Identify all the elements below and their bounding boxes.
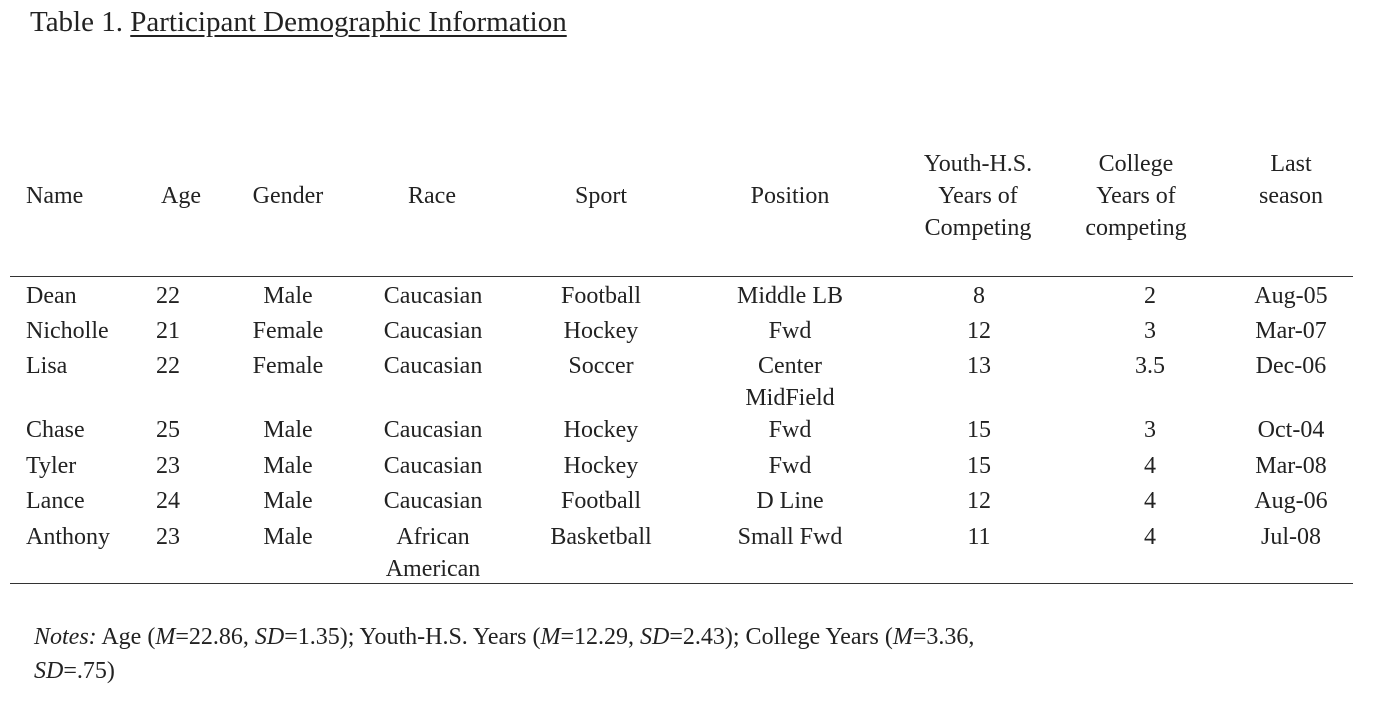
table-title: Participant Demographic Information [130,6,567,38]
header-name: Name [26,183,84,209]
cell-gender: Male [263,524,313,550]
cell-race: Caucasian [383,318,483,344]
cell-youth-years: 15 [967,417,991,443]
cell-last-season: Mar-07 [1255,318,1327,344]
cell-position: Fwd [768,318,812,344]
cell-position: Small Fwd [737,524,843,550]
cell-position: Center MidField [745,353,835,411]
cell-position: D Line [756,488,824,514]
notes-label: Notes: [34,624,97,650]
cell-youth-years: 11 [967,524,991,550]
cell-gender: Male [263,453,313,479]
cell-race: Caucasian [383,353,483,379]
cell-gender: Male [263,283,313,309]
cell-gender: Male [263,417,313,443]
header-gender: Gender [252,183,324,209]
cell-name: Chase [26,417,85,443]
cell-position: Middle LB [737,283,843,309]
cell-last-season: Mar-08 [1255,453,1327,479]
table-label: Table 1. [30,6,123,38]
cell-last-season: Dec-06 [1255,353,1327,379]
table-row [0,315,1390,351]
cell-sport: Hockey [563,417,639,443]
cell-race: Caucasian [383,453,483,479]
cell-college-years: 4 [1144,488,1156,514]
cell-college-years: 3 [1144,417,1156,443]
cell-youth-years: 13 [967,353,991,379]
cell-name: Nicholle [26,318,109,344]
header-sport: Sport [574,183,627,209]
cell-age: 23 [156,453,180,479]
cell-gender: Male [263,488,313,514]
header-race: Race [408,183,456,209]
bottom-rule [10,583,1353,584]
cell-sport: Soccer [568,353,634,379]
cell-position: Fwd [768,417,812,443]
cell-age: 22 [156,353,180,379]
cell-race: Caucasian [383,488,483,514]
header-age: Age [161,183,201,209]
table-caption [30,4,567,40]
cell-name: Lisa [26,353,68,379]
table-row [0,521,1390,585]
cell-age: 23 [156,524,180,550]
table-row [0,280,1390,316]
cell-gender: Female [252,353,324,379]
cell-name: Lance [26,488,85,514]
header-youth-years: Youth-H.S. Years of Competing [923,151,1033,241]
cell-age: 21 [156,318,180,344]
cell-race: Caucasian [383,417,483,443]
cell-last-season: Jul-08 [1261,524,1321,550]
cell-college-years: 3 [1144,318,1156,344]
cell-name: Dean [26,283,77,309]
cell-college-years: 4 [1144,453,1156,479]
cell-college-years: 2 [1144,283,1156,309]
cell-race: Caucasian [383,283,483,309]
cell-gender: Female [252,318,324,344]
table-row [0,485,1390,521]
cell-name: Anthony [26,524,110,550]
cell-sport: Football [560,283,641,309]
table-row [0,414,1390,450]
cell-position: Fwd [768,453,812,479]
table-row [0,450,1390,486]
table-notes: Notes: Age (M=22.86, SD=1.35); Youth-H.S. Years (M=12.29, SD=2.43); College Years (M=3.36, SD=.75) [34,624,975,684]
header-college-years: College Years of competing [1085,151,1187,241]
cell-college-years: 3.5 [1135,353,1165,379]
header-last-season: Last season [1259,151,1323,209]
cell-sport: Hockey [563,318,639,344]
cell-youth-years: 12 [967,488,991,514]
cell-age: 24 [156,488,180,514]
cell-race: African American [385,524,481,582]
header-position: Position [750,183,830,209]
cell-sport: Hockey [563,453,639,479]
cell-youth-years: 15 [967,453,991,479]
cell-sport: Basketball [550,524,652,550]
header-rule [10,276,1353,277]
cell-youth-years: 8 [973,283,985,309]
cell-sport: Football [560,488,641,514]
cell-last-season: Aug-05 [1254,283,1328,309]
cell-last-season: Aug-06 [1254,488,1328,514]
cell-age: 25 [156,417,180,443]
cell-youth-years: 12 [967,318,991,344]
cell-last-season: Oct-04 [1257,417,1325,443]
cell-age: 22 [156,283,180,309]
table-row [0,350,1390,414]
cell-college-years: 4 [1144,524,1156,550]
cell-name: Tyler [26,453,77,479]
